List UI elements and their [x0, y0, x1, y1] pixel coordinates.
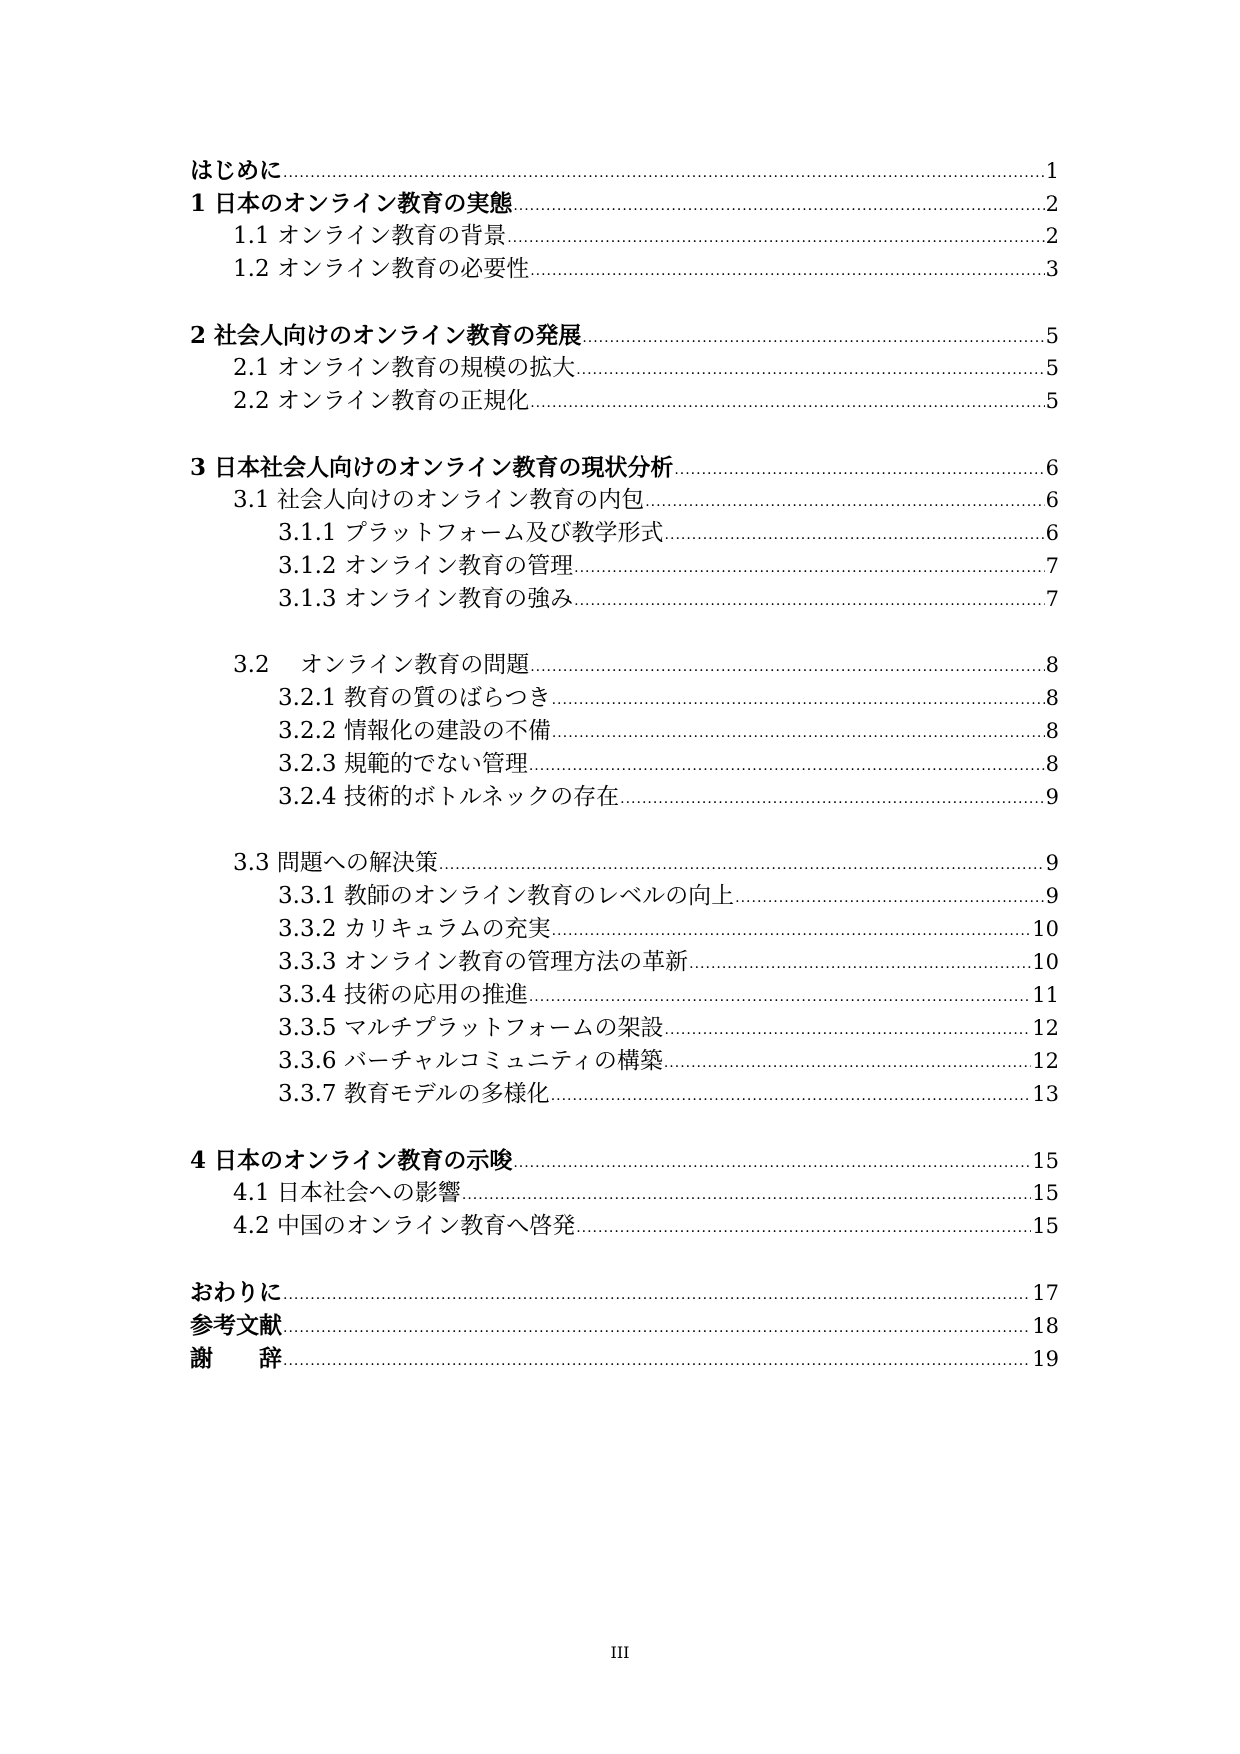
toc-entry-label: 4 日本のオンライン教育の示唆 — [190, 1147, 513, 1174]
toc-entry-page: 17 — [1032, 1281, 1059, 1305]
toc-leader-dots — [513, 1147, 1031, 1180]
toc-entry-label: 1 日本のオンライン教育の実態 — [190, 190, 513, 217]
toc-entry-page: 15 — [1032, 1149, 1059, 1173]
toc-leader-dots — [689, 948, 1031, 981]
toc-entry-page: 12 — [1032, 1016, 1059, 1040]
toc-entry-label: 3.2.1 教育の質のばらつき — [278, 685, 551, 711]
toc-entry[interactable] — [190, 847, 1059, 880]
toc-entry-page: 8 — [1045, 752, 1059, 776]
toc-entry-label: 3.3.5 マルチプラットフォームの架設 — [278, 1015, 664, 1041]
toc-entry-label: 1.2 オンライン教育の必要性 — [233, 256, 530, 282]
toc-entry[interactable] — [190, 979, 1059, 1012]
toc-entry-label: 2.1 オンライン教育の規模の拡大 — [233, 355, 576, 381]
toc-entry-page: 2 — [1045, 224, 1059, 248]
toc-entry[interactable] — [190, 1078, 1059, 1111]
toc-leader-dots — [582, 322, 1044, 355]
toc-leader-dots — [283, 1312, 1031, 1345]
toc-entry-page: 7 — [1045, 587, 1059, 611]
toc-entry[interactable] — [190, 682, 1059, 715]
toc-entry-page: 6 — [1045, 456, 1059, 480]
toc-entry[interactable] — [190, 187, 1059, 220]
toc-leader-dots — [530, 651, 1044, 684]
toc-entry-page: 1 — [1045, 159, 1059, 183]
toc-leader-dots — [620, 783, 1044, 816]
toc-entry[interactable] — [190, 1177, 1059, 1210]
toc-leader-dots — [552, 684, 1045, 717]
toc-leader-dots — [529, 750, 1045, 783]
toc-entry[interactable] — [190, 352, 1059, 385]
toc-entry-label: 3.3.1 教師のオンライン教育のレベルの向上 — [278, 883, 735, 909]
toc-leader-dots — [576, 354, 1044, 387]
toc-leader-dots — [645, 486, 1044, 519]
toc-entry[interactable] — [190, 1309, 1059, 1342]
toc-entry-page: 5 — [1045, 356, 1059, 380]
toc-entry[interactable] — [190, 1012, 1059, 1045]
toc-entry-label: 4.1 日本社会への影響 — [233, 1180, 461, 1206]
toc-entry[interactable] — [190, 220, 1059, 253]
toc-leader-dots — [552, 915, 1032, 948]
toc-entry-page: 7 — [1045, 554, 1059, 578]
toc-entry-label: 2 社会人向けのオンライン教育の発展 — [190, 322, 582, 349]
toc-leader-dots — [552, 717, 1045, 750]
toc-entry[interactable] — [190, 715, 1059, 748]
toc-entry-label: 3.3.6 バーチャルコミュニティの構築 — [278, 1048, 663, 1074]
toc-entry-label: 参考文献 — [190, 1312, 282, 1339]
toc-entry-page: 2 — [1045, 192, 1059, 216]
toc-entry-label: 4.2 中国のオンライン教育へ啓発 — [233, 1213, 576, 1239]
toc-entry-label: 3.1.3 オンライン教育の強み — [278, 586, 574, 612]
toc-entry[interactable] — [190, 880, 1059, 913]
toc-entry-label: 3.3.4 技術の応用の推進 — [278, 982, 528, 1008]
toc-entry[interactable] — [190, 781, 1059, 814]
toc-entry[interactable] — [190, 451, 1059, 484]
toc-entry-page: 18 — [1032, 1314, 1059, 1338]
toc-leader-dots — [574, 552, 1044, 585]
toc-leader-dots — [462, 1179, 1031, 1212]
toc-entry-page: 13 — [1032, 1082, 1059, 1106]
toc-entry-label: おわりに — [190, 1279, 282, 1306]
toc-entry-label: 3.3.2 カリキュラムの充実 — [278, 916, 551, 942]
table-of-contents — [190, 154, 1059, 1375]
toc-entry-label: 1.1 オンライン教育の背景 — [233, 223, 507, 249]
toc-entry[interactable] — [190, 1342, 1059, 1375]
toc-entry-label: 2.2 オンライン教育の正規化 — [233, 388, 530, 414]
toc-leader-dots — [674, 454, 1044, 487]
toc-entry-page: 8 — [1045, 653, 1059, 677]
toc-entry-label: 3 日本社会人向けのオンライン教育の現状分析 — [190, 454, 674, 481]
toc-leader-dots — [513, 190, 1044, 223]
toc-entry-label: 3.1.1 プラットフォーム及び教学形式 — [278, 520, 664, 546]
toc-entry-page: 12 — [1032, 1049, 1059, 1073]
toc-leader-dots — [507, 222, 1044, 255]
toc-leader-dots — [283, 1345, 1031, 1378]
toc-entry-page: 6 — [1045, 521, 1059, 545]
toc-entry-label: 3.1.2 オンライン教育の管理 — [278, 553, 574, 579]
toc-entry-label: 3.2.2 情報化の建設の不備 — [278, 718, 551, 744]
toc-leader-dots — [574, 585, 1044, 618]
toc-leader-dots — [665, 1014, 1032, 1047]
toc-entry[interactable] — [190, 583, 1059, 616]
toc-leader-dots — [529, 981, 1031, 1014]
toc-entry-label: 3.3.7 教育モデルの多様化 — [278, 1081, 550, 1107]
toc-entry-label: 3.2.4 技術的ボトルネックの存在 — [278, 784, 620, 810]
toc-entry[interactable] — [190, 253, 1059, 286]
toc-entry-label: 3.2 オンライン教育の問題 — [233, 652, 530, 678]
toc-entry-page: 5 — [1045, 389, 1059, 413]
toc-entry-label: はじめに — [190, 157, 282, 184]
toc-entry-page: 6 — [1045, 488, 1059, 512]
toc-entry-page: 8 — [1045, 686, 1059, 710]
toc-entry[interactable] — [190, 1276, 1059, 1309]
toc-entry-page: 5 — [1045, 324, 1059, 348]
toc-leader-dots — [530, 387, 1044, 420]
toc-entry[interactable] — [190, 1210, 1059, 1243]
toc-entry[interactable] — [190, 385, 1059, 418]
page-number: III — [610, 1643, 630, 1662]
toc-leader-dots — [551, 1080, 1032, 1113]
toc-leader-dots — [664, 1047, 1031, 1080]
toc-entry[interactable] — [190, 1144, 1059, 1177]
toc-leader-dots — [530, 255, 1044, 288]
toc-entry[interactable] — [190, 550, 1059, 583]
toc-entry-page: 8 — [1045, 719, 1059, 743]
toc-leader-dots — [283, 157, 1045, 190]
toc-entry-page: 15 — [1032, 1181, 1059, 1205]
toc-entry-label: 3.3 問題への解決策 — [233, 850, 438, 876]
toc-entry-label: 3.2.3 規範的でない管理 — [278, 751, 528, 777]
toc-entry[interactable] — [190, 484, 1059, 517]
toc-entry-page: 9 — [1045, 785, 1059, 809]
toc-entry[interactable] — [190, 946, 1059, 979]
toc-entry-label: 謝 辞 — [190, 1345, 282, 1372]
toc-leader-dots — [576, 1212, 1031, 1245]
toc-entry-page: 9 — [1045, 884, 1059, 908]
toc-entry[interactable] — [190, 517, 1059, 550]
toc-entry-page: 15 — [1032, 1214, 1059, 1238]
toc-entry[interactable] — [190, 913, 1059, 946]
toc-entry-page: 11 — [1032, 983, 1059, 1007]
toc-entry[interactable] — [190, 154, 1059, 187]
toc-leader-dots — [735, 882, 1044, 915]
toc-entry[interactable] — [190, 319, 1059, 352]
toc-entry[interactable] — [190, 748, 1059, 781]
toc-leader-dots — [283, 1279, 1031, 1312]
toc-entry[interactable] — [190, 1045, 1059, 1078]
toc-entry[interactable] — [190, 649, 1059, 682]
toc-entry-page: 19 — [1032, 1347, 1059, 1371]
toc-entry-page: 10 — [1032, 917, 1059, 941]
toc-entry-page: 10 — [1032, 950, 1059, 974]
toc-entry-page: 3 — [1045, 257, 1059, 281]
toc-entry-label: 3.3.3 オンライン教育の管理方法の革新 — [278, 949, 689, 975]
toc-leader-dots — [665, 519, 1045, 552]
toc-leader-dots — [439, 849, 1045, 882]
toc-entry-page: 9 — [1045, 851, 1059, 875]
toc-entry-label: 3.1 社会人向けのオンライン教育の内包 — [233, 487, 645, 513]
